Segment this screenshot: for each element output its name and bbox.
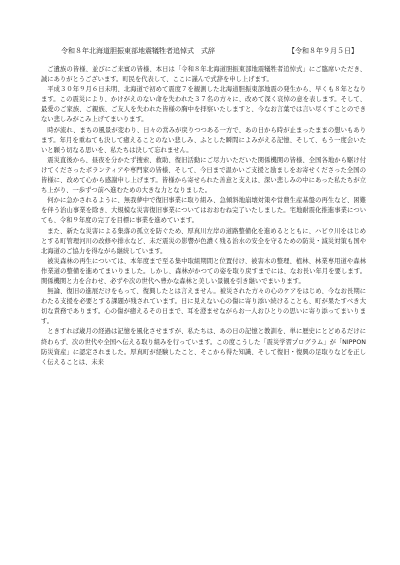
document-date: 【令和８年９月５日】 xyxy=(288,47,358,55)
document-header xyxy=(41,47,366,56)
paragraph: 何かに急かされるように、無我夢中で復旧事業に取り組み、急傾斜地崩壊対策や営農生産基盤の再生など、困難を伴う治山事業を除き、大規模な災害復旧事業についてはおおむね完了いたしました。宅地耐震化推進事業についても、令和９年度の完了を目標に事業を進めています。 xyxy=(41,197,366,225)
document-title: 令和８年北海道胆振東部地震犠牲者追悼式 式辞 xyxy=(61,47,215,55)
paragraph: 平成３０年９月６日未明、北海道で初めて震度７を観測した北海道胆振東部地震の発生から、早くも８年となります。この震災により、かけがえのない命を失われた３７名の方々に、改めて深く哀悼の意を表します。そして、最愛のご家族、ご親族、ご友人を失われた皆様の胸中を拝察いたしますと、今なお言葉では言い尽くすことのできない悲しみがこみ上げてまいります。 xyxy=(41,86,366,124)
paragraph: 無論、復旧の進展だけをもって、復興したとは言えません。被災された方々の心のケアをはじめ、今なお長期にわたる支援を必要とする課題が残されています。日に見えない心の傷に寄り添い続けることも、町が果たすべき大切な責務であります。心の傷が癒えるその日まで、耳を澄ませながらお一人おひとりの思いに寄り添ってまいります。 xyxy=(41,288,366,326)
paragraph: ときすれば歳月の経過は記憶を風化させますが、私たちは、あの日の記憶と教訓を、単に歴史にとどめるだけに終わらず、次の世代や全国へ伝える取り組みを行っています。この度こうした「震災学習プログラム」が「NIPPON 防災資産」に認定されました。厚真町が経験したこと、そこから得た知識、そして復旧・復興の足取りなどを正しく伝えることは、未来 xyxy=(41,328,367,366)
paragraph: 震災直後から、昼夜を分かたず捜索、救助、復旧活動にご尽力いただいた関係機関の皆様、全国各地から駆け付けてくださったボランティアや専門家の皆様、そして、今日まで温かいご支援と励ましをお寄せくださった全国の皆様に、改めて心から感謝申し上げます。皆様から寄せられた善意と支えは、深い悲しみの中にあった私たちが立ち上がり、一歩ずつ前へ進むための大きな力となりました。 xyxy=(41,156,366,195)
paragraph: また、新たな災害による集落の孤立を防ぐため、厚真川左岸の道路整備化を進めるとともに、ハビウ川をはじめとする町管理河川の改修や排水など、未だ震災の影響が色濃く残る治水の安全を守るための防災・減災対策も国や北海道のご協力を得ながら継続しています。 xyxy=(41,227,366,255)
paragraph: 時が流れ、まちの風景が変わり、日々の営みが戻りつつある一方で、あの日から時が止まったままの想いもあります。年月を重ねても決して癒えることのない悲しみ、ふとした瞬間によみがえる記憶、そして、もう一度会いたいと願う切なる思いを、私たちは決して忘れません。 xyxy=(41,126,366,154)
paragraph: 被災森林の再生については、本年度まで至る集中取組期間と位置付け、被害木の整理、植林、林業専用道や森林作業道の整備を進めてまいりました。しかし、森林がかつての姿を取り戻すまでには、なお長い年月を要します。関係機関と力を合わせ、必ずや次の世代へ豊かな森林と美しい景観を引き継いでまいります。 xyxy=(41,257,366,285)
paragraph: ご遺族の皆様、並びにご来賓の皆様、本日は「令和８年北海道胆振東部地震犠牲者追悼式」にご臨席いただき、誠にありがとうございます。町民を代表して、ここに謹んで式辞を申し上げます。 xyxy=(41,66,366,84)
